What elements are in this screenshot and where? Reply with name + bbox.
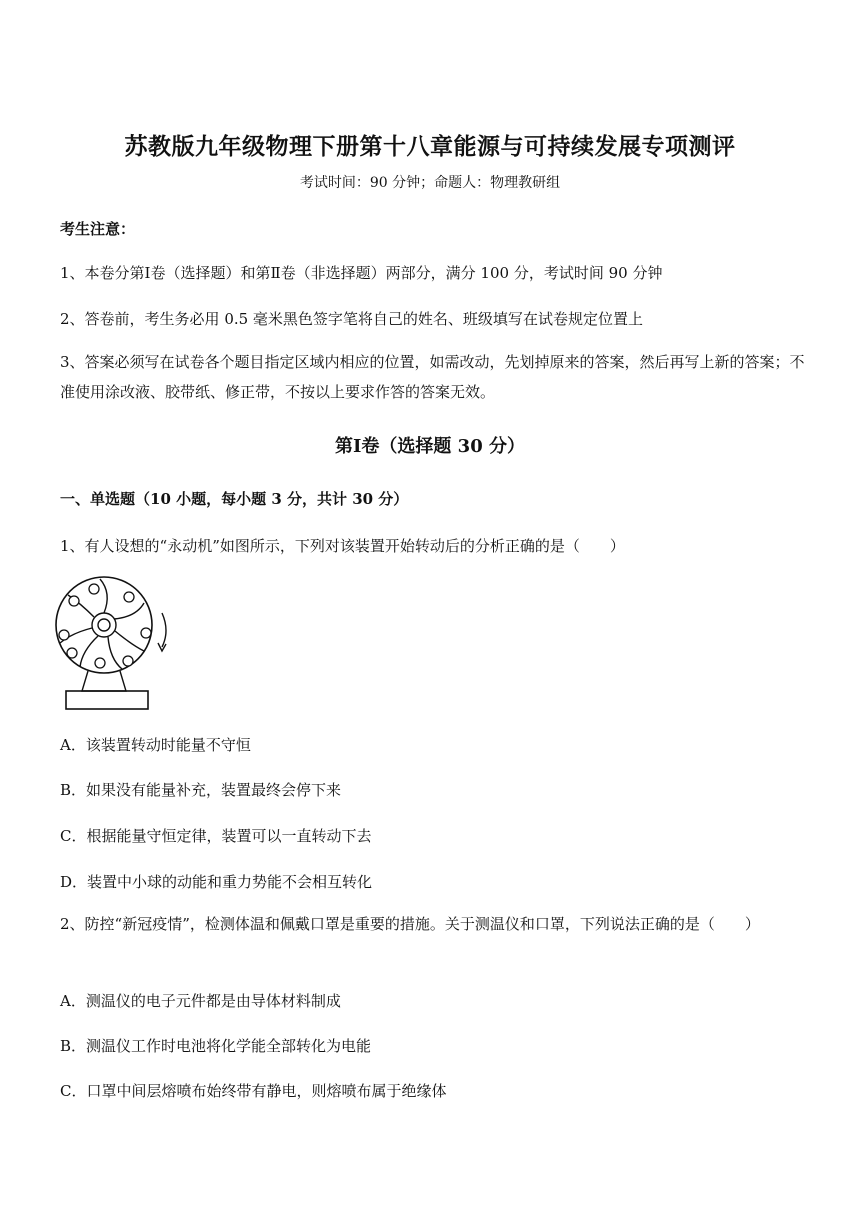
question-2-option-a: A．测温仪的电子元件都是由导体材料制成 <box>60 992 341 1010</box>
perpetual-motion-wheel-icon <box>52 573 182 713</box>
notice-item-2: 2、答卷前，考生务必用 0.5 毫米黑色签字笔将自己的姓名、班级填写在试卷规定位置上 <box>60 310 643 328</box>
question-2-option-b: B．测温仪工作时电池将化学能全部转化为电能 <box>60 1037 372 1055</box>
notice-heading: 考生注意： <box>60 220 136 238</box>
question-1-stem: 1、有人设想的“永动机”如图所示，下列对该装置开始转动后的分析正确的是（ ） <box>60 537 625 555</box>
question-2-stem: 2、防控“新冠疫情”，检测体温和佩戴口罩是重要的措施。关于测温仪和口罩，下列说法正确的是（ ） <box>60 915 760 933</box>
question-1-option-d: D．装置中小球的动能和重力势能不会相互转化 <box>60 873 373 891</box>
question-1-option-b: B．如果没有能量补充，装置最终会停下来 <box>60 781 342 799</box>
notice-item-3: 3、答案必须写在试卷各个题目指定区域内相应的位置，如需改动，先划掉原来的答案，然后再写上新的答案；不准使用涂改液、胶带纸、修正带，不按以上要求作答的答案无效。 <box>60 353 805 401</box>
notice-item-1: 1、本卷分第Ⅰ卷（选择题）和第Ⅱ卷（非选择题）两部分，满分 100 分，考试时间 90 分钟 <box>60 264 663 282</box>
question-1-option-a: A．该装置转动时能量不守恒 <box>60 736 251 754</box>
question-1-option-c: C．根据能量守恒定律，装置可以一直转动下去 <box>60 827 372 845</box>
part-heading: 一、单选题（10 小题，每小题 3 分，共计 30 分） <box>60 490 409 508</box>
exam-subtitle: 考试时间：90 分钟；命题人：物理教研组 <box>299 175 561 191</box>
question-2-option-c: C．口罩中间层熔喷布始终带有静电，则熔喷布属于绝缘体 <box>60 1082 447 1100</box>
exam-title: 苏教版九年级物理下册第十八章能源与可持续发展专项测评 <box>124 133 736 160</box>
section-title: 第Ⅰ卷（选择题 30 分） <box>334 436 525 457</box>
